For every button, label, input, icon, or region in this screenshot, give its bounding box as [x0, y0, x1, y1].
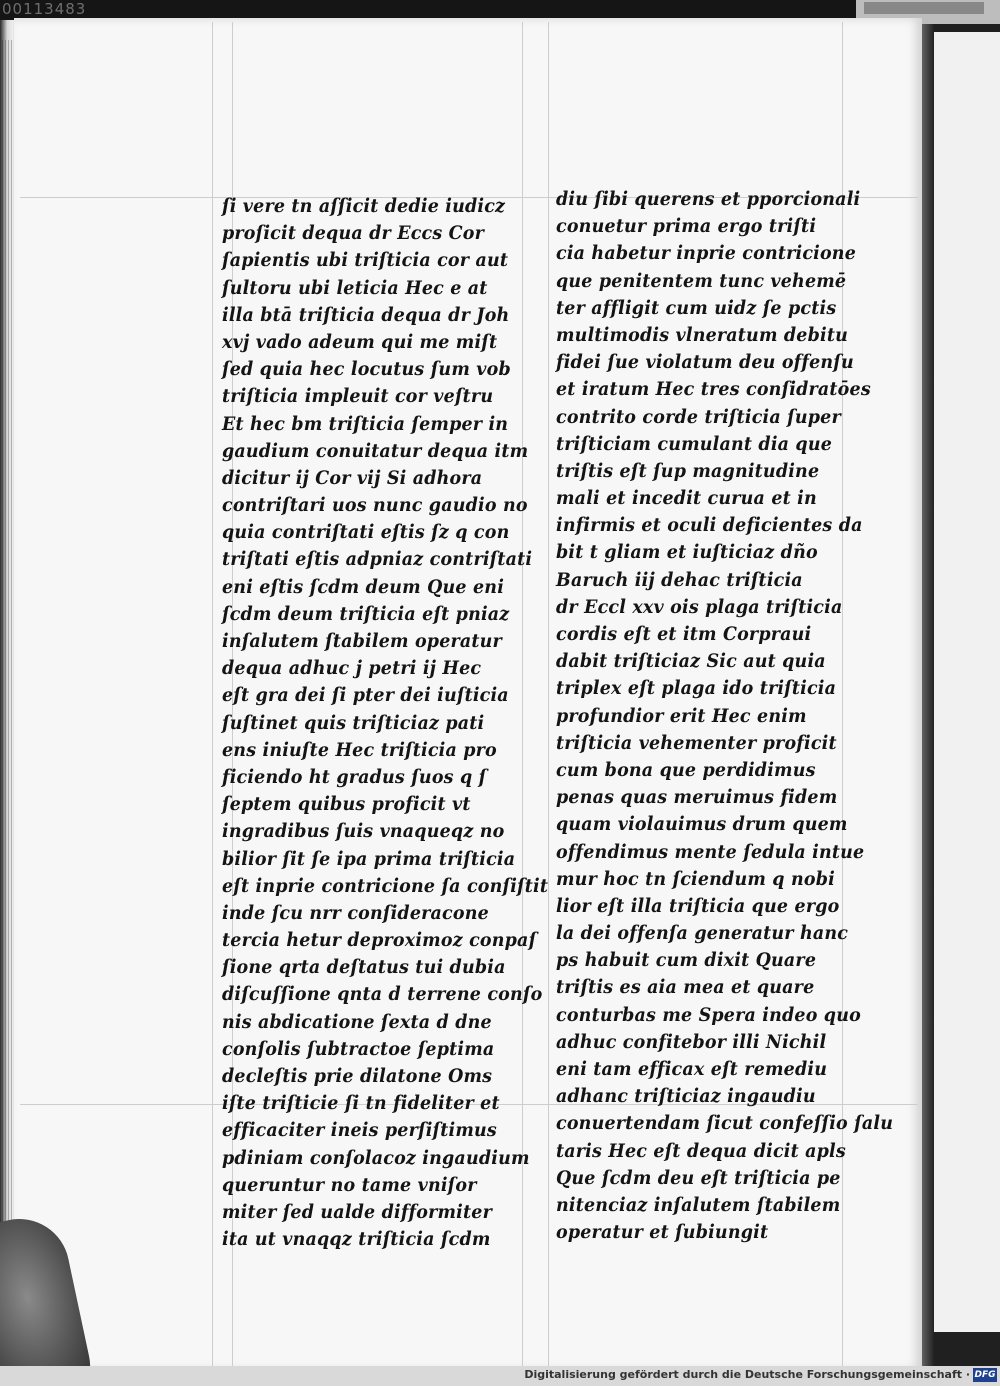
ruling-left-outer	[212, 22, 213, 1366]
manuscript-line: offendimus mente ſedula intue	[556, 840, 865, 863]
manuscript-line: cia habetur inprie contricione	[556, 242, 857, 265]
manuscript-line: que penitentem tunc vehemē	[556, 269, 847, 292]
manuscript-line: dabit triſticiaz Sic aut quia	[556, 650, 826, 673]
manuscript-line: gaudium conuitatur dequa itm	[222, 439, 529, 462]
manuscript-line: ens iniuſte Hec triſticia pro	[222, 738, 497, 761]
ruling-col2-left	[548, 22, 549, 1366]
manuscript-line: proſicit dequa dr Eccs Cor	[222, 222, 485, 245]
manuscript-line: conuetur prima ergo triſti	[556, 215, 817, 238]
manuscript-line: conturbas me Spera indeo quo	[556, 1003, 861, 1026]
text-column-right	[556, 186, 893, 1246]
manuscript-line: conuertendam ſicut confeſſio ſalu	[556, 1112, 894, 1135]
manuscript-line: miter ſed ualde difformiter	[222, 1200, 492, 1223]
manuscript-line: operatur et ſubiungit	[556, 1221, 769, 1244]
manuscript-line: triſtis es aia mea et quare	[556, 976, 815, 999]
manuscript-line: la dei offenſa generatur hanc	[556, 922, 849, 945]
manuscript-line: inſalutem ſtabilem operatur	[222, 630, 502, 652]
manuscript-line: inde ſcu nrr conſideracone	[222, 901, 489, 924]
manuscript-line: diſcuſſione qnta d terrene conſo	[222, 983, 543, 1006]
manuscript-line: decleſtis prie dilatone Oms	[222, 1065, 493, 1087]
shelfmark-label: 00113483	[2, 0, 87, 18]
manuscript-line: quam violauimus drum quem	[556, 813, 848, 836]
manuscript-line: tercia hetur deproximoz conpaſ	[222, 929, 537, 952]
manuscript-line: Que ſcdm deu eſt triſticia pe	[556, 1166, 841, 1189]
manuscript-line: quia contriſtati eſtis ſz q con	[222, 521, 510, 544]
manuscript-line: queruntur no tame vniſor	[222, 1173, 477, 1196]
next-leaf-edge	[930, 32, 1000, 1332]
manuscript-line: ſultoru ubi leticia Hec e at	[222, 276, 488, 299]
manuscript-line: nitenciaz inſalutem ſtabilem	[556, 1193, 841, 1216]
manuscript-line: infirmis et oculi deficientes da	[556, 514, 863, 537]
manuscript-line: triſticiam cumulant dia que	[556, 432, 833, 455]
manuscript-line: eſt gra dei ſi pter dei iuſticia	[222, 684, 509, 707]
manuscript-line: ſed quia hec locutus ſum vob	[222, 358, 511, 381]
manuscript-line: pdiniam conſolacoz ingaudium	[222, 1146, 530, 1169]
manuscript-line: triplex eſt plaga ido triſticia	[556, 677, 837, 700]
manuscript-line: triſtati eſtis adpniaz contriſtati	[222, 548, 533, 571]
manuscript-line: eni eſtis ſcdm deum Que eni	[222, 575, 505, 598]
manuscript-line: ſuſtinet quis triſticiaz pati	[222, 711, 485, 734]
manuscript-line: taris Hec eſt dequa dicit apls	[556, 1139, 846, 1162]
manuscript-line: eni tam efficax eſt remediu	[556, 1058, 828, 1080]
manuscript-line: mur hoc tn ſciendum q nobi	[556, 867, 835, 890]
manuscript-line: profundior erit Hec enim	[556, 704, 807, 727]
manuscript-line: triſticia impleuit cor veſtru	[222, 385, 494, 408]
manuscript-line: nis abdicatione ſexta d dne	[222, 1010, 492, 1033]
manuscript-line: penas quas meruimus fidem	[556, 786, 838, 809]
manuscript-line: fidei ſue violatum deu offenſu	[556, 351, 854, 374]
manuscript-line: ingradibus ſuis vnaqueqz no	[222, 820, 505, 843]
manuscript-line: ſeptem quibus proficit vt	[222, 793, 471, 816]
manuscript-line: cordis eſt et itm Corpraui	[556, 623, 812, 645]
manuscript-line: iſte triſticie ſi tn fideliter et	[222, 1092, 500, 1115]
manuscript-line: contriſtari uos nunc gaudio no	[222, 494, 528, 517]
manuscript-line: ſapientis ubi triſticia cor aut	[222, 249, 509, 272]
manuscript-line: triſtis eſt ſup magnitudine	[556, 459, 820, 482]
manuscript-line: ter affligit cum uidz ſe pctis	[556, 296, 837, 319]
manuscript-line: bit t gliam et iuſticiaz dño	[556, 541, 818, 564]
manuscript-line: dicitur ij Cor vij Si adhora	[222, 466, 483, 489]
manuscript-line: lior eſt illa triſticia que ergo	[556, 894, 840, 917]
manuscript-line: eſt inprie contricione ſa conſiſtit	[222, 874, 549, 897]
manuscript-line: ps habuit cum dixit Quare	[556, 949, 817, 972]
manuscript-line: xvj vado adeum qui me miſt	[222, 330, 498, 353]
manuscript-line: diu ſibi querens et pporcionali	[556, 188, 861, 210]
manuscript-line: adhanc triſticiaz ingaudiu	[556, 1085, 816, 1108]
manuscript-line: ita ut vnaqqz triſticia ſcdm	[222, 1228, 491, 1251]
manuscript-line: dr Eccl xxv ois plaga triſticia	[556, 595, 843, 618]
manuscript-line: efficaciter ineis perſiſtimus	[222, 1119, 497, 1142]
manuscript-line: conſolis ſubtractoe ſeptima	[222, 1037, 495, 1060]
manuscript-line: ficiendo ht gradus ſuos q ſ	[222, 765, 487, 788]
manuscript-line: Et hec bm triſticia ſemper in	[222, 412, 509, 435]
manuscript-line: multimodis vlneratum debitu	[556, 323, 848, 346]
manuscript-line: adhuc confitebor illi Nichil	[556, 1030, 827, 1053]
manuscript-line: illa btā triſticia dequa dr Joh	[222, 303, 510, 326]
dfg-logo: DFG	[974, 1370, 996, 1380]
manuscript-line: ſi vere tn aſſicit dedie iudicz	[222, 195, 506, 217]
manuscript-line: mali et incedit curua et in	[556, 487, 817, 510]
manuscript-line: Baruch iij dehac triſticia	[556, 568, 803, 591]
manuscript-line: bilior ſit ſe ipa prima triſticia	[222, 847, 516, 870]
manuscript-line: dequa adhuc j petri ij Hec	[222, 657, 482, 680]
manuscript-line: et iratum Hec tres conſidratōes	[556, 378, 871, 401]
manuscript-line: triſticia vehementer proficit	[556, 731, 837, 754]
manuscript-line: contrito corde triſticia ſuper	[556, 405, 841, 428]
manuscript-line: cum bona que perdidimus	[556, 758, 816, 781]
text-column-left	[222, 193, 548, 1253]
funding-credit: Digitalisierung gefördert durch die Deutsche Forschungsgemeinschaft ·	[524, 1368, 970, 1381]
manuscript-line: ſione qrta deſtatus tui dubia	[222, 956, 506, 979]
manuscript-line: ſcdm deum triſticia eſt pniaz	[222, 602, 510, 625]
